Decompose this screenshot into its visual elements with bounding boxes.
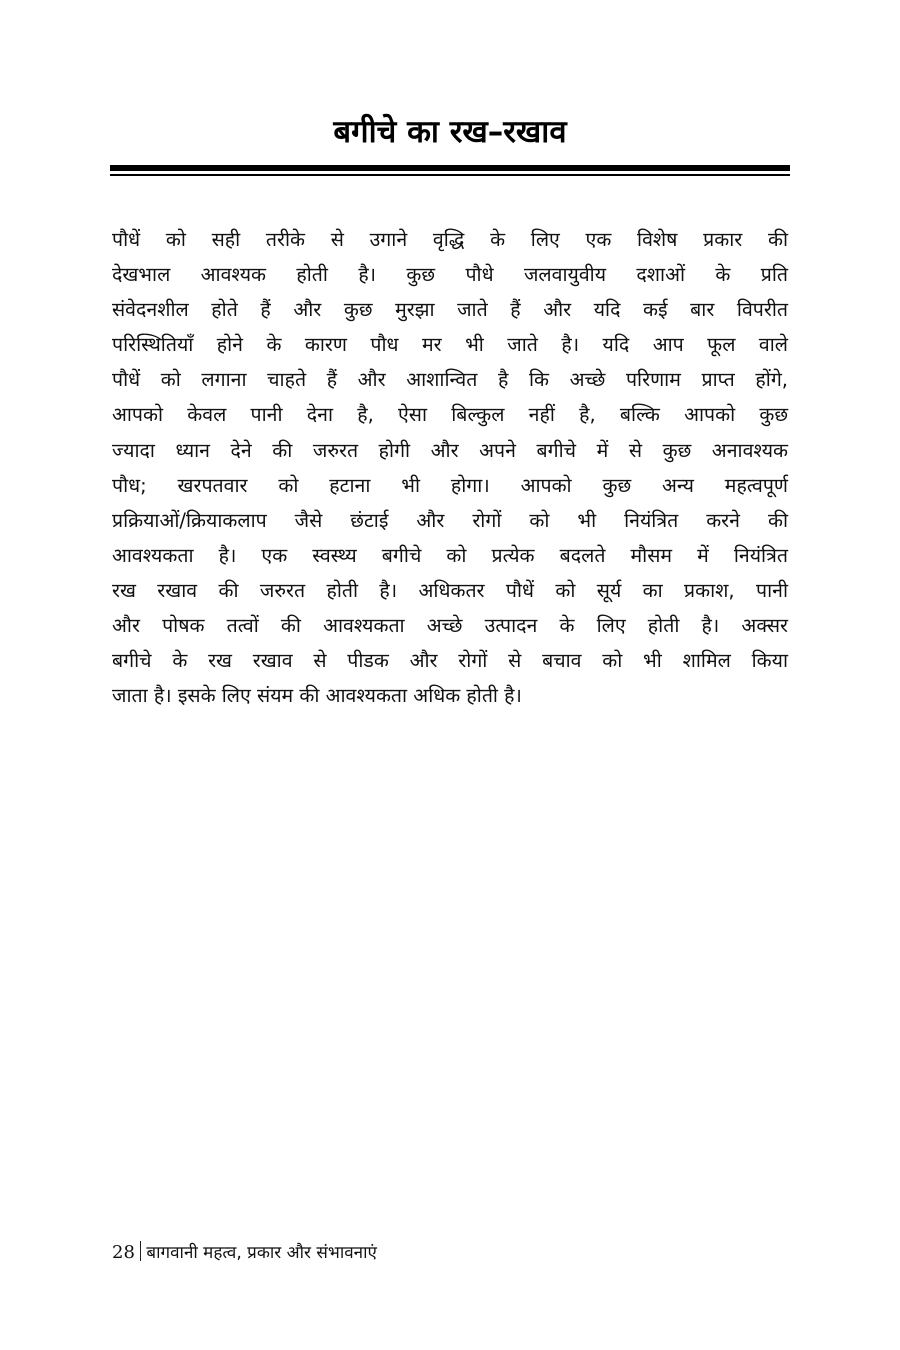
chapter-title: बगीचे का रख–रखाव <box>333 114 567 150</box>
paragraph-line: ज्यादा ध्यान देने की जरुरत होगी और अपने बगीचे में से कुछ अनावश्यक <box>112 438 788 462</box>
footer-separator <box>140 1241 142 1261</box>
book-title: बागवानी महत्व, प्रकार और संभावनाएं <box>146 1243 377 1263</box>
paragraph-line: परिस्थितियाँ होने के कारण पौध मर भी जाते है। यदि आप फूल वाले <box>112 333 788 357</box>
body-paragraph <box>112 222 788 713</box>
paragraph-line: जाता है। इसके लिए संयम की आवश्यकता अधिक होती है। <box>112 684 522 708</box>
paragraph-line: पौधें को लगाना चाहते हैं और आशान्वित है कि अच्छे परिणाम प्राप्त होंगे, <box>112 368 788 392</box>
title-rule-thick <box>110 165 790 171</box>
paragraph-line: पौधें को सही तरीके से उगाने वृद्धि के लिए एक विशेष प्रकार की <box>112 228 788 251</box>
paragraph-line: प्रक्रियाओं/क्रियाकलाप जैसे छंटाई और रोगों को भी नियंत्रित करने की <box>112 508 788 532</box>
paragraph-line: देखभाल आवश्यक होती है। कुछ पौधे जलवायुवीय दशाओं के प्रति <box>112 263 788 287</box>
paragraph-line: रख रखाव की जरुरत होती है। अधिकतर पौधें को सूर्य का प्रकाश, पानी <box>112 578 788 602</box>
paragraph-line: बगीचे के रख रखाव से पीडक और रोगों से बचाव को भी शामिल किया <box>112 649 788 673</box>
title-rule-thin <box>110 174 790 176</box>
page-footer <box>112 1238 377 1268</box>
paragraph-line: संवेदनशील होते हैं और कुछ मुरझा जाते हैं और यदि कई बार विपरीत <box>112 298 788 322</box>
page-number: 28 <box>112 1242 135 1263</box>
paragraph-line: आपको केवल पानी देना है, ऐसा बिल्कुल नहीं है, बल्कि आपको कुछ <box>112 403 788 427</box>
paragraph-line: आवश्यकता है। एक स्वस्थ्य बगीचे को प्रत्येक बदलते मौसम में नियंत्रित <box>112 543 788 567</box>
paragraph-line: पौध; खरपतवार को हटाना भी होगा। आपको कुछ अन्य महत्वपूर्ण <box>112 473 788 497</box>
paragraph-line: और पोषक तत्वों की आवश्यकता अच्छे उत्पादन के लिए होती है। अक्सर <box>112 614 788 638</box>
